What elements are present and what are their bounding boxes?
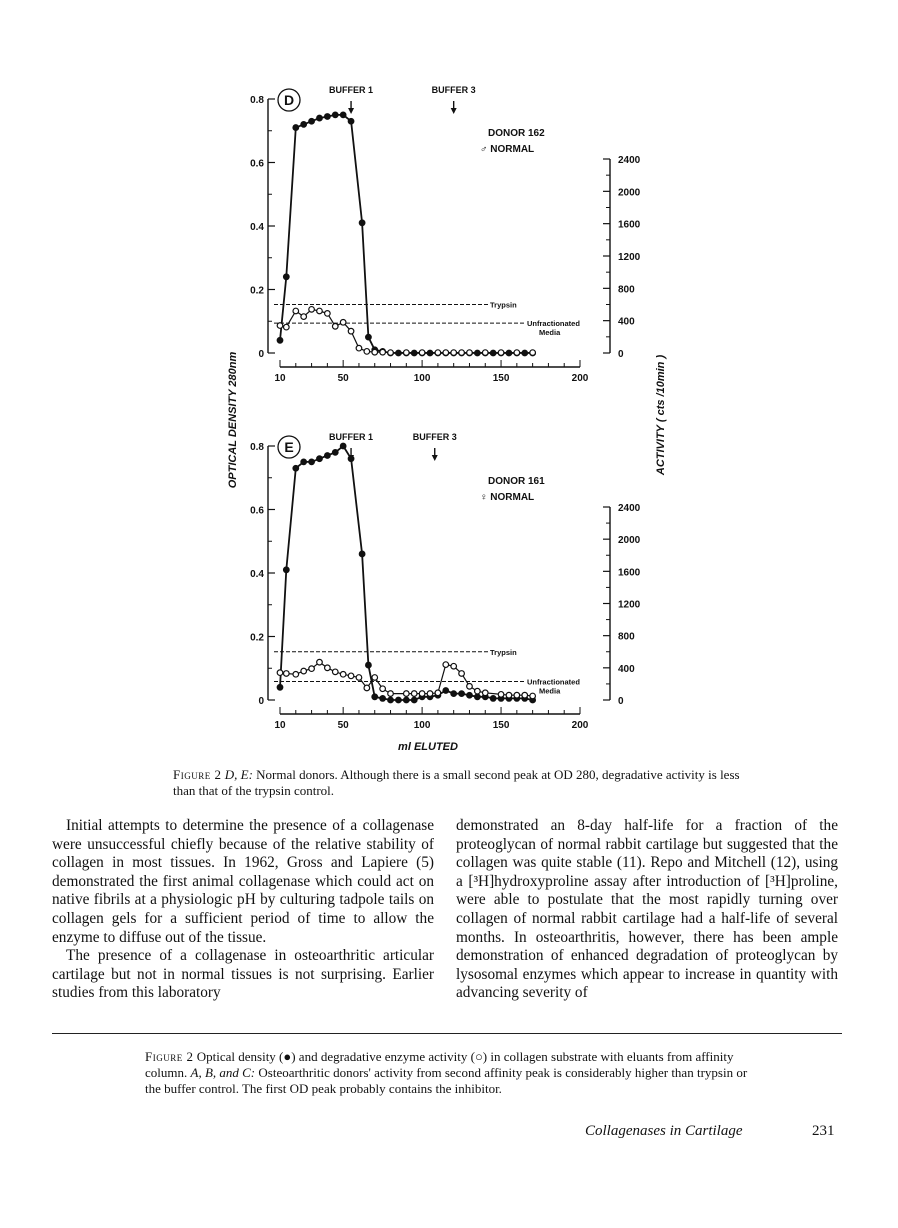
activity-data-point	[530, 350, 536, 356]
od-data-point	[340, 443, 346, 449]
od-data-point	[467, 692, 473, 698]
activity-data-point	[372, 349, 378, 355]
panel-e-chart	[250, 432, 641, 731]
activity-data-point	[514, 350, 520, 356]
reference-label: Unfractionated Media	[527, 319, 580, 338]
activity-data-point	[356, 675, 362, 681]
y-tick-label: 0.2	[250, 285, 264, 297]
activity-data-point	[435, 690, 441, 696]
reference-label: Unfractionated Media	[527, 677, 580, 696]
activity-data-point	[419, 350, 425, 356]
activity-data-point	[388, 691, 394, 697]
y-tick-label: 0.8	[250, 95, 264, 106]
activity-data-point	[459, 350, 465, 356]
page-number: 231	[812, 1123, 835, 1139]
x-tick-label: 100	[413, 720, 431, 731]
activity-data-point	[388, 350, 394, 356]
figure-caption-bottom	[145, 1049, 753, 1097]
activity-data-point	[340, 319, 346, 325]
caption-panels: D, E:	[224, 767, 253, 782]
od-data-point	[451, 691, 457, 697]
activity-data-point	[482, 350, 488, 356]
od-data-point	[301, 122, 307, 128]
od-data-point	[293, 465, 299, 471]
panel-letter: E	[284, 439, 294, 455]
buffer-label: BUFFER 3	[431, 85, 476, 95]
activity-data-point	[530, 693, 536, 699]
body-right-column	[456, 817, 838, 1003]
od-data-point	[388, 697, 394, 703]
activity-data-point	[277, 670, 283, 676]
x-tick-label: 10	[274, 373, 286, 384]
y2-tick-label: 2000	[618, 535, 641, 547]
activity-data-point	[293, 671, 299, 677]
y-axis-label: OPTICAL DENSITY 280nm	[227, 351, 239, 489]
activity-data-point	[325, 311, 331, 317]
activity-data-point	[498, 692, 504, 698]
caption-lead: Figure 2	[173, 767, 222, 782]
y-tick-label: 0.8	[250, 442, 264, 453]
activity-data-point	[317, 308, 323, 314]
y2-tick-label: 1600	[618, 567, 641, 579]
reference-label: Trypsin	[490, 300, 517, 310]
y2-tick-label: 2400	[618, 503, 641, 514]
y-tick-label: 0	[258, 696, 264, 707]
od-data-point	[325, 453, 331, 459]
buffer-label: BUFFER 1	[329, 85, 374, 95]
activity-data-point	[451, 350, 457, 356]
od-data-point	[332, 450, 338, 456]
activity-data-point	[309, 666, 315, 672]
activity-data-point	[380, 349, 386, 355]
body-paragraph: Initial attempts to determine the presence of a collagenase were unsuccessful chiefly because of the relative stability of collagen in most tissues. In 1962, Gross and Lapiere (5) demonstrated the first animal collagenase which could act on native fibrils at a physiologic pH by culturing tadpole tails on collagen gels for a sufficient period of time to allow the enzyme to diffuse out of the tissue.	[52, 817, 434, 946]
activity-data-point	[427, 691, 433, 697]
activity-data-point	[411, 691, 417, 697]
od-data-point	[366, 334, 372, 340]
activity-data-point	[404, 691, 410, 697]
activity-data-point	[348, 673, 354, 679]
activity-data-point	[498, 350, 504, 356]
activity-data-point	[356, 345, 362, 351]
activity-data-point	[404, 350, 410, 356]
x-tick-label: 150	[492, 720, 510, 731]
activity-data-point	[443, 662, 449, 668]
activity-data-point	[340, 671, 346, 677]
activity-data-point	[364, 349, 370, 355]
od-data-point	[325, 114, 331, 120]
donor-label: DONOR 161	[488, 476, 545, 487]
x-tick-label: 10	[274, 720, 286, 731]
buffer-arrowhead	[451, 108, 457, 114]
y2-tick-label: 0	[618, 349, 624, 360]
od-data-point	[284, 567, 290, 573]
x-tick-label: 100	[413, 373, 431, 384]
activity-data-point	[380, 686, 386, 692]
od-data-point	[348, 456, 354, 462]
buffer-label: BUFFER 1	[329, 432, 374, 442]
donor-sex-label: ♂ NORMAL	[480, 144, 535, 155]
activity-data-point	[372, 675, 378, 681]
x-tick-label: 150	[492, 373, 510, 384]
od-data-point	[348, 118, 354, 124]
od-data-point	[317, 115, 323, 121]
buffer-arrowhead	[432, 455, 438, 461]
activity-data-point	[348, 328, 354, 334]
od-data-point	[372, 694, 378, 700]
y-tick-label: 0.2	[250, 632, 264, 644]
activity-data-point	[284, 671, 290, 677]
body-paragraph: demonstrated an 8-day half-life for a fraction of the proteoglycan of normal rabbit cartilage but suggested that the collagen was quite stable (11). Repo and Mitchell (12), using a [³H]hydroxyproline assay after introduction of [³H]proline, were able to postulate that the most rapidly turning over collagen of normal rabbit cartilage had a half-life of several months. In osteoarthritis, however, there has been ample demonstration of enhanced degradation of proteoglycan by lysosomal enzymes which appear to increase in quantity with advancing severity of	[456, 817, 838, 1002]
activity-data-point	[506, 692, 512, 698]
y2-tick-label: 0	[618, 696, 624, 707]
activity-data-point	[277, 323, 283, 329]
activity-data-point	[467, 350, 473, 356]
od-data-point	[284, 274, 290, 280]
running-title: Collagenases in Cartilage	[585, 1123, 743, 1139]
activity-data-point	[514, 692, 520, 698]
y2-tick-label: 2400	[618, 155, 641, 166]
od-data-point	[359, 220, 365, 226]
activity-data-point	[325, 665, 331, 671]
activity-data-point	[522, 692, 528, 698]
od-data-point	[309, 118, 315, 124]
activity-data-point	[419, 691, 425, 697]
od-data-point	[404, 697, 410, 703]
caption-text: Osteoarthritic donors' activity from second affinity peak is considerably higher than trypsin or the buffer control. The first OD peak probably contains the inhibitor.	[145, 1065, 748, 1096]
activity-data-point	[482, 690, 488, 696]
y-tick-label: 0.6	[250, 505, 264, 517]
y2-tick-label: 1200	[618, 599, 641, 611]
activity-data-point	[317, 659, 323, 665]
activity-data-point	[284, 324, 290, 330]
y-tick-label: 0.4	[250, 222, 264, 233]
od-data-point	[359, 551, 365, 557]
donor-sex-label: ♀ NORMAL	[480, 492, 535, 503]
activity-data-point	[293, 308, 299, 314]
y2-tick-label: 1600	[618, 219, 641, 231]
caption-text: Optical density (●) and degradative enzyme activity (○) in collagen substrate with eluants from affinity column.	[145, 1049, 734, 1080]
od-data-point	[443, 688, 449, 694]
panel-d-chart	[250, 85, 641, 384]
y-tick-label: 0.4	[250, 569, 264, 580]
od-data-point	[293, 125, 299, 131]
y2-tick-label: 400	[618, 316, 635, 328]
y2-tick-label: 800	[618, 284, 635, 296]
x-tick-label: 50	[337, 373, 349, 384]
od-data-point	[277, 685, 283, 691]
activity-data-point	[364, 685, 370, 691]
y2-tick-label: 800	[618, 631, 635, 643]
activity-data-point	[451, 663, 457, 669]
body-paragraph: The presence of a collagenase in osteoarthritic articular cartilage but not in normal tissues is not surprising. Earlier studies from this laboratory	[52, 947, 434, 1002]
x-tick-label: 200	[571, 373, 589, 384]
activity-data-point	[459, 671, 465, 677]
caption-text: Normal donors. Although there is a small second peak at OD 280, degradative activity is less than that of the trypsin control.	[173, 767, 740, 798]
y2-axis-label: ACTIVITY ( cts /10min )	[655, 354, 667, 476]
activity-data-point	[301, 668, 307, 674]
od-data-point	[309, 459, 315, 465]
od-data-point	[459, 691, 465, 697]
figure-caption-top	[173, 767, 753, 799]
activity-data-point	[309, 307, 315, 313]
y2-tick-label: 2000	[618, 187, 641, 199]
x-axis-label: ml ELUTED	[398, 741, 458, 753]
buffer-label: BUFFER 3	[412, 432, 457, 442]
od-data-point	[340, 112, 346, 118]
y2-tick-label: 1200	[618, 252, 641, 263]
y-tick-label: 0.6	[250, 158, 264, 170]
od-data-point	[301, 459, 307, 465]
body-left-column	[52, 817, 434, 1003]
od-data-point	[380, 696, 386, 702]
od-data-point	[332, 112, 338, 118]
donor-label: DONOR 162	[488, 128, 545, 139]
buffer-arrowhead	[348, 108, 354, 114]
od-data-point	[396, 697, 402, 703]
activity-data-point	[301, 314, 307, 320]
x-tick-label: 200	[571, 720, 589, 731]
caption-lead: Figure 2	[145, 1049, 194, 1064]
od-data-point	[317, 456, 323, 462]
od-data-point	[490, 696, 496, 702]
caption-divider	[52, 1033, 842, 1034]
caption-panels: A, B, and C:	[190, 1065, 256, 1080]
x-tick-label: 50	[337, 720, 349, 731]
od-data-point	[366, 662, 372, 668]
od-data-point	[475, 694, 481, 700]
activity-data-point	[332, 324, 338, 330]
panel-letter: D	[283, 92, 295, 108]
reference-label: Trypsin	[490, 647, 517, 657]
od-data-point	[411, 697, 417, 703]
activity-series-line	[280, 309, 533, 352]
od-data-point	[277, 338, 283, 344]
activity-data-point	[475, 688, 481, 694]
activity-data-point	[332, 669, 338, 675]
activity-data-point	[435, 350, 441, 356]
y2-tick-label: 400	[618, 663, 635, 675]
y-tick-label: 0	[258, 349, 264, 360]
activity-data-point	[443, 350, 449, 356]
activity-data-point	[467, 684, 473, 690]
